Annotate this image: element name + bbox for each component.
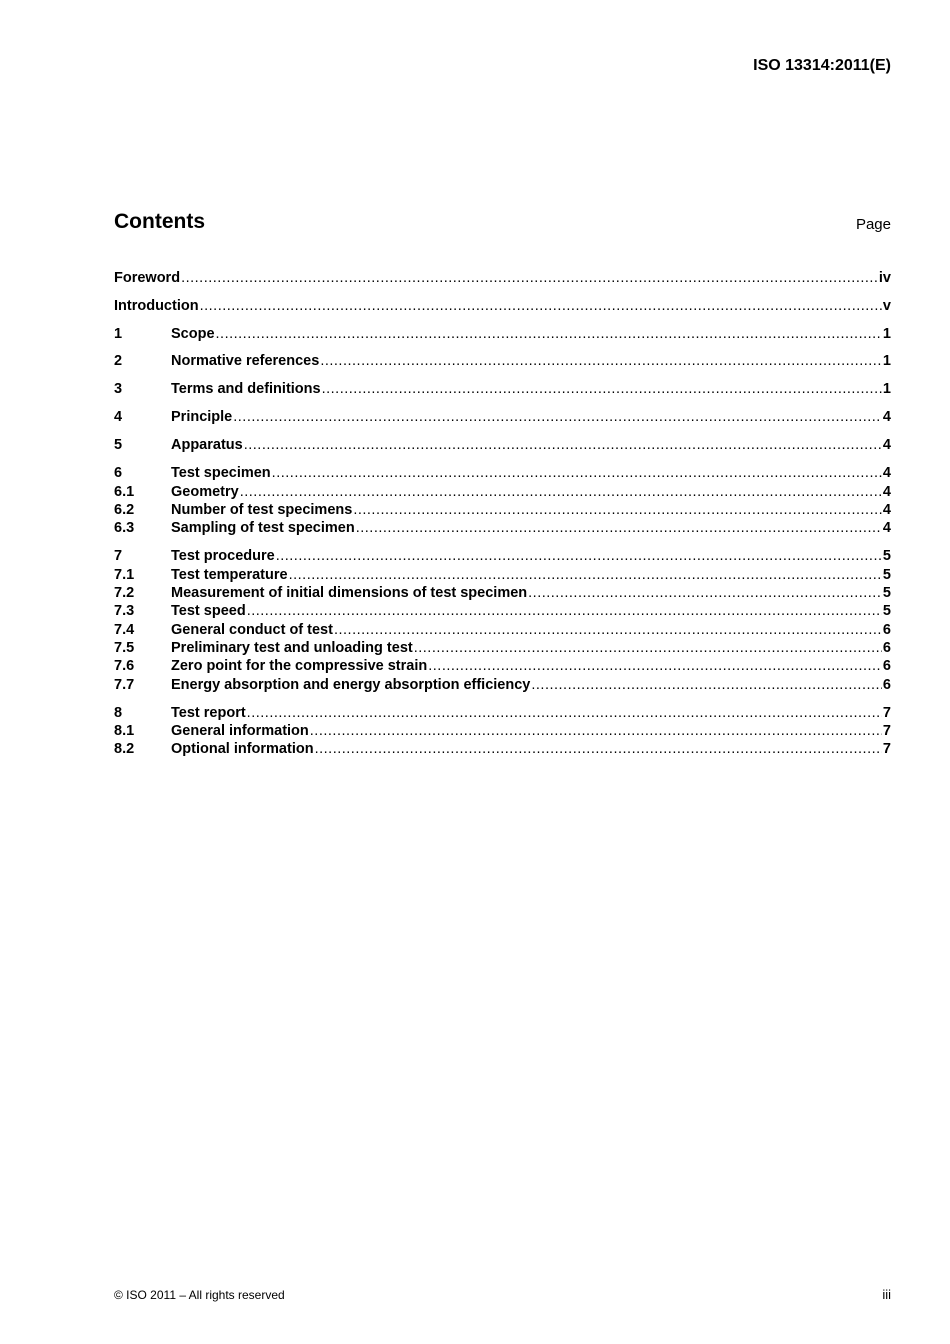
toc-entry-number: 7.2 — [114, 585, 135, 601]
toc-entry-6-1[interactable] — [114, 483, 891, 501]
toc-entry-title: Apparatus — [171, 437, 243, 453]
toc-entry-page: 1 — [882, 381, 891, 397]
toc-entry-title: Energy absorption and energy absorption efficiency — [171, 677, 531, 693]
toc-entry-page: 6 — [882, 622, 891, 638]
toc-dot-leader — [414, 639, 882, 657]
toc-entry-title: Test specimen — [171, 465, 271, 481]
toc-entry-number: 8 — [114, 705, 123, 721]
toc-entry-8-1[interactable] — [114, 722, 891, 740]
toc-dot-leader — [240, 483, 882, 501]
toc-entry-number: 7.7 — [114, 677, 135, 693]
toc-entry-title: Test report — [171, 705, 246, 721]
toc-entry-number: 6.1 — [114, 484, 135, 500]
toc-entry-7-1[interactable] — [114, 566, 891, 584]
toc-entry-title: Normative references — [171, 353, 320, 369]
toc-entry-title: Introduction — [114, 298, 199, 314]
toc-entry-number: 7.4 — [114, 622, 135, 638]
toc-dot-leader — [310, 722, 882, 740]
toc-dot-leader — [320, 352, 882, 370]
toc-entry-7-2[interactable] — [114, 584, 891, 602]
toc-entry-7-7[interactable] — [114, 676, 891, 694]
toc-entry-7[interactable] — [114, 547, 891, 565]
footer-page-number: iii — [882, 1287, 891, 1302]
toc-entry-title: Preliminary test and unloading test — [171, 640, 413, 656]
page-column-label: Page — [855, 216, 891, 233]
contents-title: Contents — [114, 210, 205, 233]
toc-entry-title: Number of test specimens — [171, 502, 353, 518]
toc-entry-title: Terms and definitions — [171, 381, 321, 397]
toc-dot-leader — [200, 297, 882, 315]
toc-entry-number: 7.3 — [114, 603, 135, 619]
footer-copyright: © ISO 2011 – All rights reserved — [114, 1288, 285, 1302]
toc-dot-leader — [247, 704, 882, 722]
toc-entry-foreword[interactable] — [114, 269, 891, 287]
toc-entry-title: Test procedure — [171, 548, 275, 564]
toc-entry-page: 4 — [882, 502, 891, 518]
toc-entry-title: Measurement of initial dimensions of test specimen — [171, 585, 528, 601]
toc-dot-leader — [244, 436, 882, 454]
toc-entry-page: 1 — [882, 353, 891, 369]
toc-entry-number: 7.6 — [114, 658, 135, 674]
toc-entry-page: 5 — [882, 603, 891, 619]
toc-dot-leader — [531, 676, 882, 694]
toc-entry-page: 5 — [882, 548, 891, 564]
toc-entry-number: 8.1 — [114, 723, 135, 739]
toc-entry-page: 6 — [882, 677, 891, 693]
toc-entry-page: 6 — [882, 640, 891, 656]
toc-entry-introduction[interactable] — [114, 297, 891, 315]
toc-dot-leader — [528, 584, 882, 602]
toc-dot-leader — [247, 602, 882, 620]
toc-entry-6[interactable] — [114, 464, 891, 482]
toc-entry-page: 5 — [882, 585, 891, 601]
toc-dot-leader — [181, 269, 878, 287]
toc-dot-leader — [356, 519, 882, 537]
toc-entry-1[interactable] — [114, 325, 891, 343]
toc-entry-number: 3 — [114, 381, 123, 397]
toc-entry-3[interactable] — [114, 380, 891, 398]
toc-dot-leader — [216, 325, 882, 343]
toc-entry-page: 4 — [882, 520, 891, 536]
toc-entry-page: 5 — [882, 567, 891, 583]
toc-entry-page: 4 — [882, 437, 891, 453]
toc-entry-page: 4 — [882, 484, 891, 500]
toc-entry-title: Test speed — [171, 603, 246, 619]
toc-dot-leader — [272, 464, 882, 482]
toc-dot-leader — [315, 740, 882, 758]
toc-entry-number: 5 — [114, 437, 123, 453]
toc-entry-number: 2 — [114, 353, 123, 369]
toc-entry-page: iv — [878, 270, 891, 286]
toc-entry-6-2[interactable] — [114, 501, 891, 519]
toc-entry-7-4[interactable] — [114, 621, 891, 639]
toc-entry-5[interactable] — [114, 436, 891, 454]
toc-entry-title: Geometry — [171, 484, 239, 500]
toc-entry-7-5[interactable] — [114, 639, 891, 657]
toc-entry-title: Scope — [171, 326, 215, 342]
toc-entry-4[interactable] — [114, 408, 891, 426]
toc-dot-leader — [334, 621, 882, 639]
toc-dot-leader — [233, 408, 882, 426]
toc-entry-page: 7 — [882, 705, 891, 721]
toc-entry-number: 6.2 — [114, 502, 135, 518]
toc-entry-title: Optional information — [171, 741, 314, 757]
toc-entry-title: Foreword — [114, 270, 181, 286]
toc-entry-7-6[interactable] — [114, 657, 891, 675]
document-id: ISO 13314:2011(E) — [753, 57, 891, 74]
toc-entry-page: 7 — [882, 741, 891, 757]
toc-entry-title: General conduct of test — [171, 622, 333, 638]
toc-entry-page: 4 — [882, 465, 891, 481]
toc-entry-number: 8.2 — [114, 741, 135, 757]
toc-entry-7-3[interactable] — [114, 602, 891, 620]
toc-entry-page: 1 — [882, 326, 891, 342]
toc-dot-leader — [276, 547, 882, 565]
toc-entry-number: 7 — [114, 548, 123, 564]
toc-entry-8[interactable] — [114, 704, 891, 722]
toc-entry-number: 6 — [114, 465, 123, 481]
toc-entry-number: 6.3 — [114, 520, 135, 536]
toc-entry-2[interactable] — [114, 352, 891, 370]
toc-entry-title: Test temperature — [171, 567, 288, 583]
toc-entry-number: 7.5 — [114, 640, 135, 656]
toc-dot-leader — [289, 566, 882, 584]
toc-entry-title: General information — [171, 723, 309, 739]
toc-dot-leader — [322, 380, 882, 398]
toc-dot-leader — [353, 501, 882, 519]
toc-entry-6-3[interactable] — [114, 519, 891, 537]
toc-entry-title: Zero point for the compressive strain — [171, 658, 428, 674]
toc-entry-number: 1 — [114, 326, 123, 342]
toc-entry-number: 4 — [114, 409, 123, 425]
toc-entry-number: 7.1 — [114, 567, 135, 583]
toc-entry-page: 4 — [882, 409, 891, 425]
toc-dot-leader — [428, 657, 882, 675]
toc-entry-page: 6 — [882, 658, 891, 674]
toc-entry-title: Sampling of test specimen — [171, 520, 355, 536]
toc-entry-page: v — [882, 298, 891, 314]
toc-entry-title: Principle — [171, 409, 233, 425]
toc-entry-page: 7 — [882, 723, 891, 739]
toc-entry-8-2[interactable] — [114, 740, 891, 758]
